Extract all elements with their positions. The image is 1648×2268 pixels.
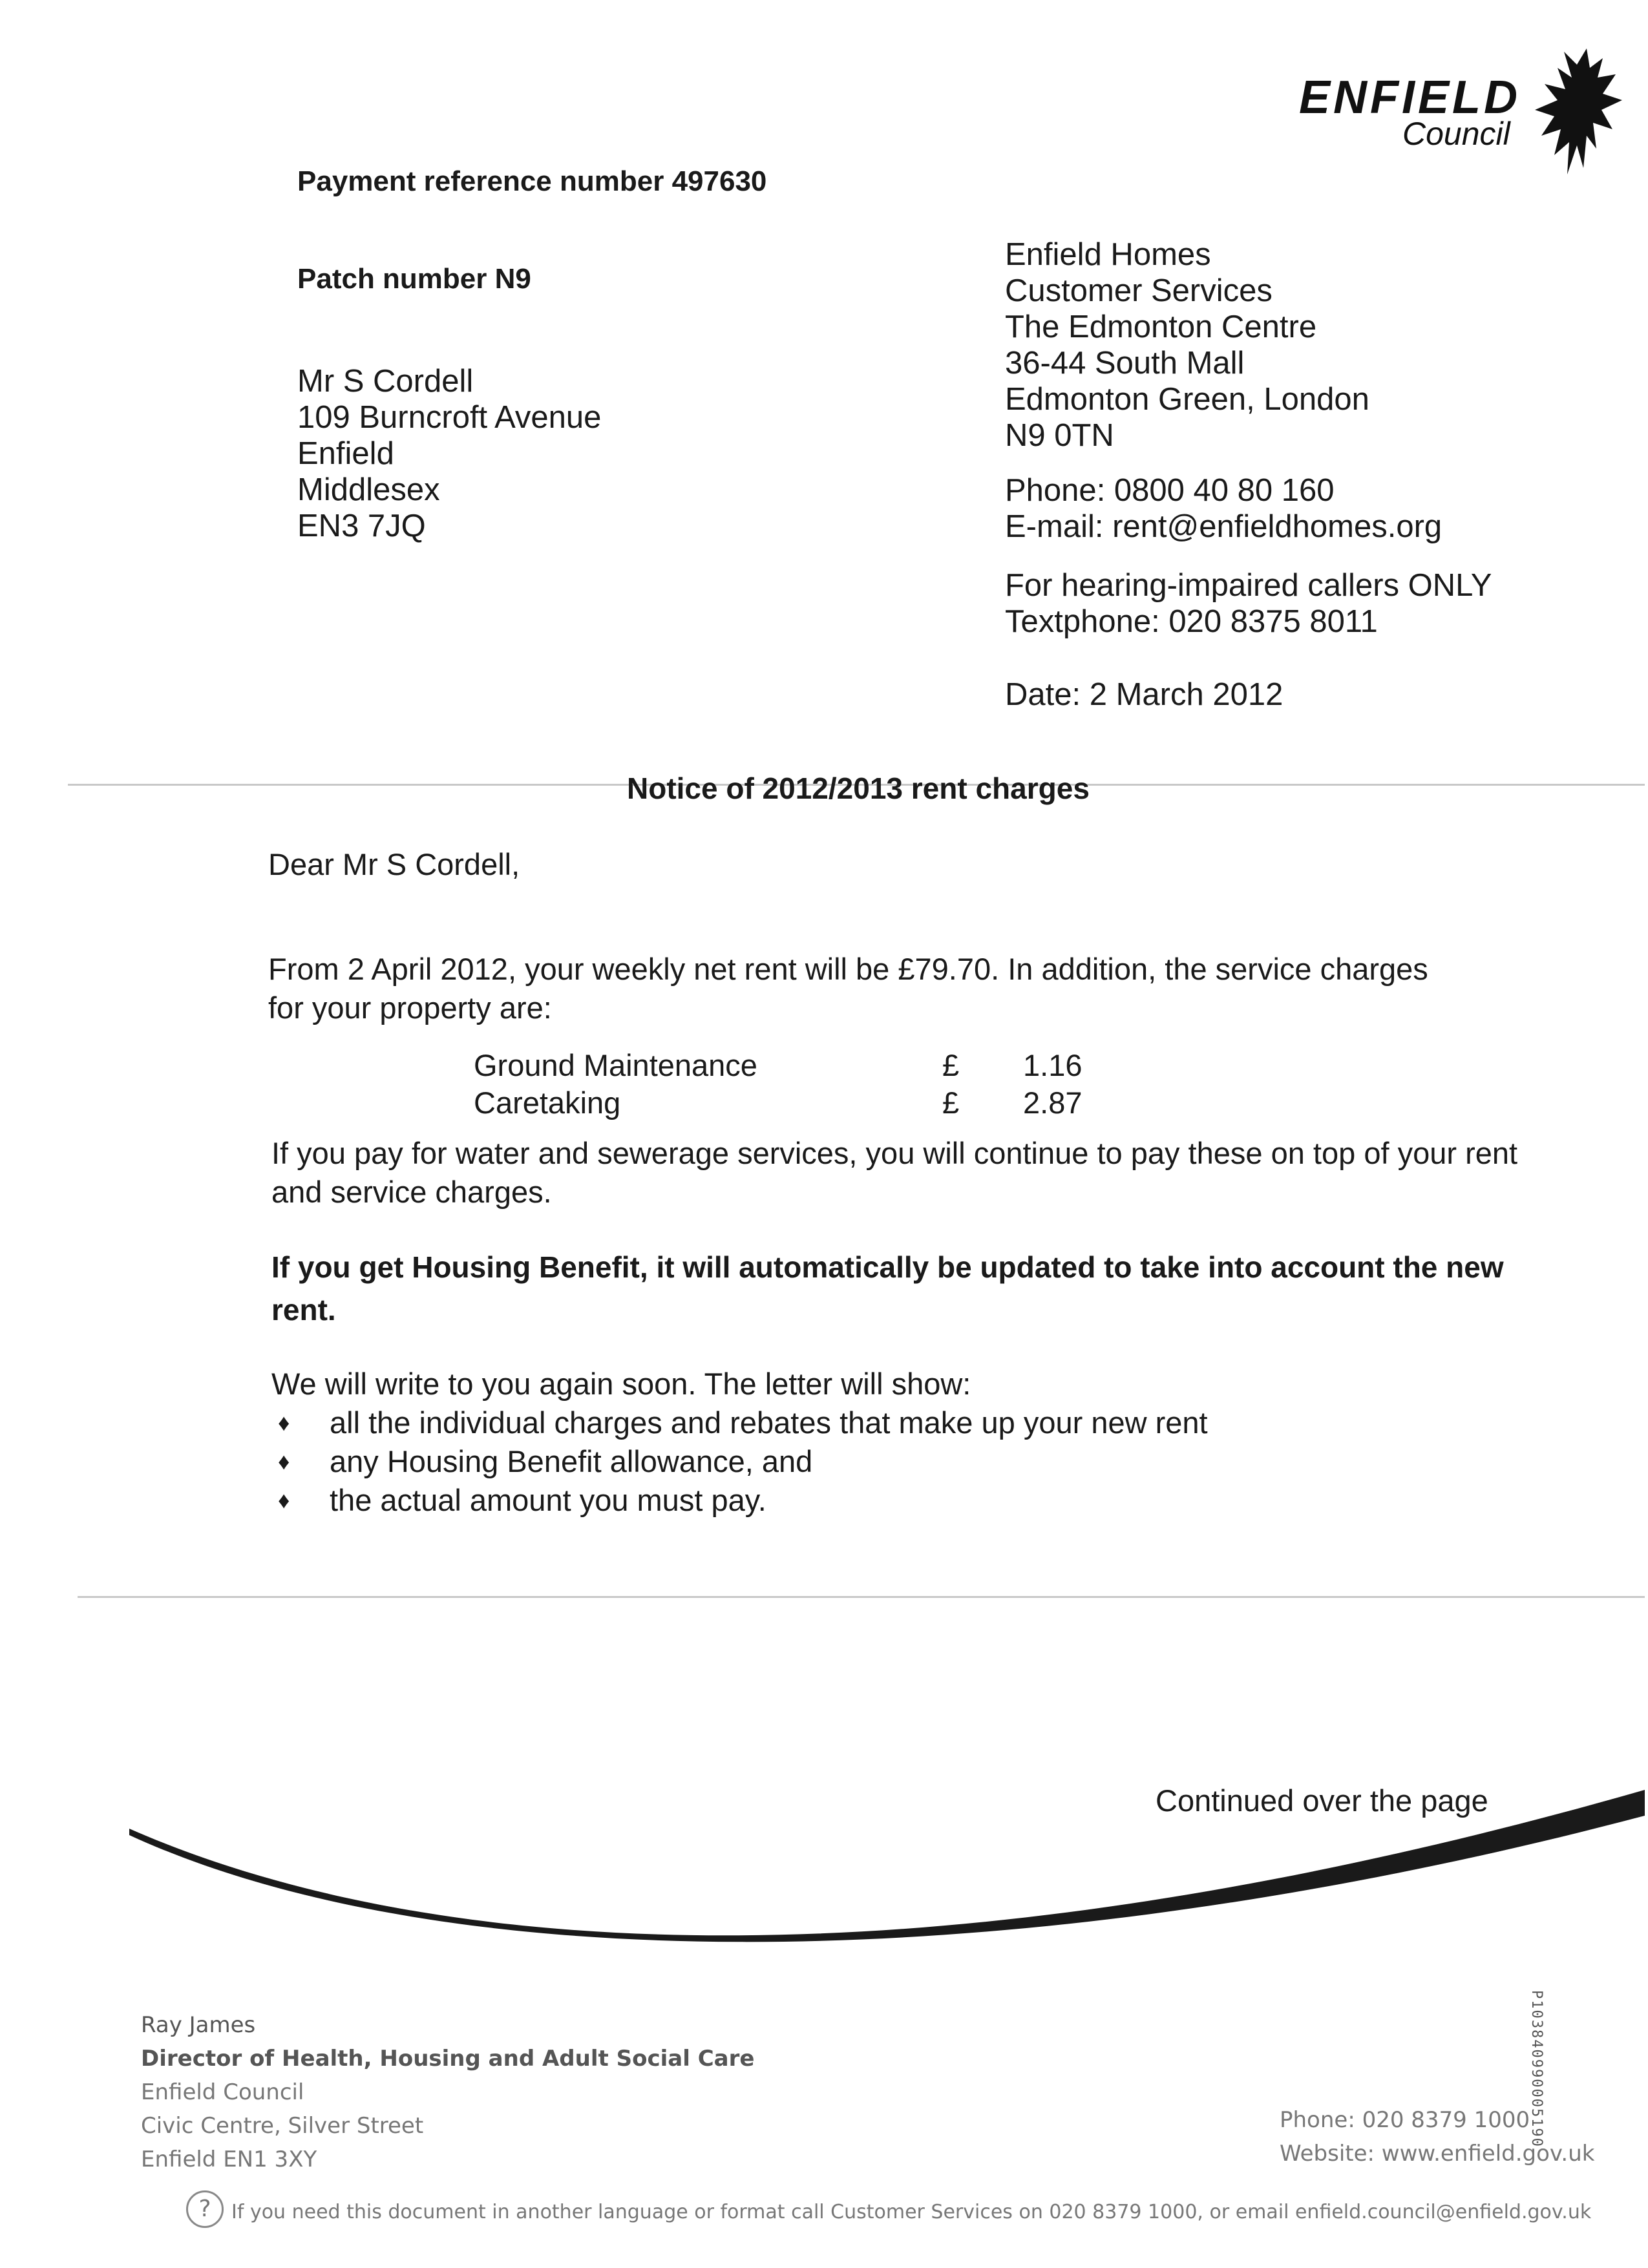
footer-org: Enfield Council bbox=[141, 2079, 304, 2105]
sender-line: Customer Services bbox=[1005, 273, 1273, 308]
charge-currency: £ bbox=[942, 1048, 960, 1082]
recipient-line: Enfield bbox=[297, 436, 394, 471]
footer-city: Enfield EN1 3XY bbox=[141, 2147, 317, 2172]
footer-contact bbox=[1280, 2103, 1594, 2170]
logo-wordmark: ENFIELD bbox=[1299, 72, 1521, 123]
list-item-text: all the individual charges and rebates that make up your new rent bbox=[330, 1405, 1208, 1440]
list-item-text: any Housing Benefit allowance, and bbox=[330, 1444, 813, 1478]
fold-line bbox=[78, 1596, 1645, 1598]
salutation: Dear Mr S Cordell, bbox=[268, 847, 520, 881]
signatory-name: Ray James bbox=[141, 2012, 256, 2038]
footer-signatory bbox=[141, 2008, 754, 2176]
recipient-address bbox=[297, 363, 601, 544]
decorative-swoosh bbox=[0, 1770, 1648, 1990]
sender-line: 36-44 South Mall bbox=[1005, 346, 1245, 381]
hearing-impaired-note: For hearing-impaired callers ONLY bbox=[1005, 568, 1492, 603]
footer-website[interactable]: Website: www.enfield.gov.uk bbox=[1280, 2141, 1595, 2167]
recipient-line: Middlesex bbox=[297, 472, 440, 507]
sender-line: N9 0TN bbox=[1005, 418, 1114, 453]
sender-address bbox=[1005, 236, 1369, 454]
charge-row bbox=[474, 1084, 1120, 1122]
charge-amount: 2.87 bbox=[1023, 1086, 1083, 1120]
water-paragraph: If you pay for water and sewerage services, you will continue to pay these on top of your rent and service charges. bbox=[271, 1136, 1518, 1209]
notice-title: Notice of 2012/2013 rent charges bbox=[627, 772, 1090, 805]
follow-up-paragraph: We will write to you again soon. The letter will show: bbox=[271, 1367, 971, 1401]
help-circle-icon: ? bbox=[186, 2190, 224, 2228]
diamond-bullet-icon: ♦ bbox=[278, 1409, 290, 1436]
charge-label: Ground Maintenance bbox=[474, 1048, 757, 1082]
sender-email[interactable]: E-mail: rent@enfieldhomes.org bbox=[1005, 509, 1442, 544]
charge-label: Caretaking bbox=[474, 1086, 621, 1120]
sender-line: The Edmonton Centre bbox=[1005, 310, 1317, 344]
sender-line: Enfield Homes bbox=[1005, 237, 1211, 272]
recipient-line: 109 Burncroft Avenue bbox=[297, 400, 602, 435]
service-charges-table bbox=[474, 1047, 1120, 1122]
charge-row bbox=[474, 1047, 1120, 1084]
signatory-title: Director of Health, Housing and Adult Social Care bbox=[141, 2046, 755, 2072]
dragon-emblem-icon bbox=[1525, 39, 1635, 187]
side-reference-code: P103840990005190 bbox=[1528, 1990, 1545, 2148]
charge-currency: £ bbox=[942, 1086, 960, 1120]
sender-line: Edmonton Green, London bbox=[1005, 382, 1369, 417]
continued-note: Continued over the page bbox=[1156, 1783, 1488, 1818]
recipient-line: EN3 7JQ bbox=[297, 509, 426, 543]
list-item-text: the actual amount you must pay. bbox=[330, 1483, 766, 1517]
textphone: Textphone: 020 8375 8011 bbox=[1005, 604, 1378, 639]
patch-number: Patch number N9 bbox=[297, 263, 531, 295]
diamond-bullet-icon: ♦ bbox=[278, 1487, 290, 1513]
payment-reference: Payment reference number 497630 bbox=[297, 165, 767, 197]
footer-phone: Phone: 020 8379 1000 bbox=[1280, 2107, 1530, 2133]
letter-date: Date: 2 March 2012 bbox=[1005, 677, 1284, 712]
help-line bbox=[186, 2190, 1640, 2229]
charge-amount: 1.16 bbox=[1023, 1048, 1083, 1082]
housing-benefit-paragraph: If you get Housing Benefit, it will automatically be updated to take into account the new rent. bbox=[271, 1250, 1504, 1327]
footer-street: Civic Centre, Silver Street bbox=[141, 2113, 424, 2139]
sender-phone: Phone: 0800 40 80 160 bbox=[1005, 473, 1335, 508]
logo-subtitle: Council bbox=[1402, 116, 1510, 152]
diamond-bullet-icon: ♦ bbox=[278, 1448, 290, 1475]
enfield-council-logo bbox=[1299, 39, 1635, 187]
help-text: If you need this document in another language or format call Customer Services on 020 8379 1000, or email enfield.council@enfield.gov.uk bbox=[231, 2201, 1592, 2223]
recipient-line: Mr S Cordell bbox=[297, 364, 474, 399]
rent-paragraph: From 2 April 2012, your weekly net rent will be £79.70. In addition, the service charges for your property are: bbox=[268, 952, 1428, 1025]
